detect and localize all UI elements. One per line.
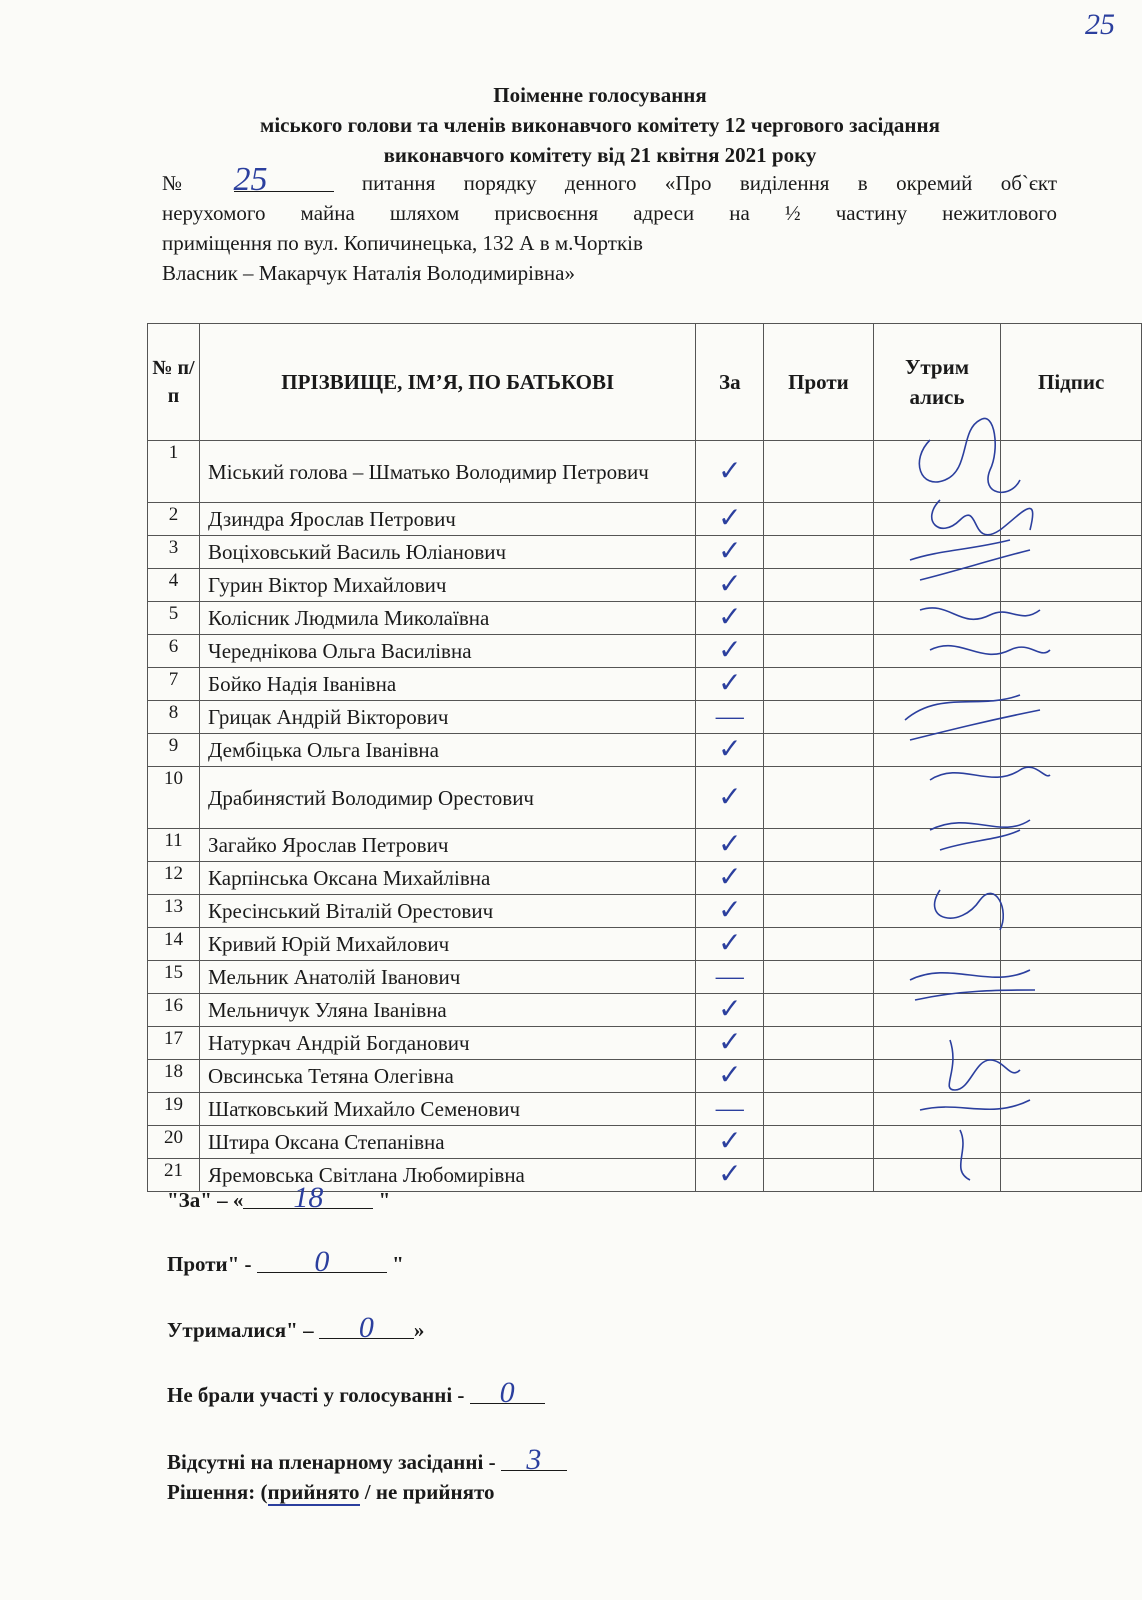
vote-for-mark: — — [696, 701, 764, 734]
row-number: 21 — [148, 1159, 200, 1192]
signature-mark — [930, 646, 1050, 655]
row-number: 3 — [148, 536, 200, 569]
vote-against-cell — [764, 862, 874, 895]
signature-mark — [930, 820, 1030, 850]
member-name: Загайко Ярослав Петрович — [200, 829, 696, 862]
heading-line-3: виконавчого комітету від 21 квітня 2021 року — [383, 143, 817, 167]
vote-against-cell — [764, 441, 874, 503]
signatures-ink — [905, 418, 1050, 1180]
signatures-area — [900, 400, 1060, 1190]
signature-mark — [920, 1100, 1030, 1180]
vote-against-cell — [764, 734, 874, 767]
summary-for-close: " — [378, 1188, 391, 1212]
summary-abstained — [167, 1311, 425, 1344]
vote-for-mark: ✓ — [696, 602, 764, 635]
vote-for-mark: ✓ — [696, 441, 764, 503]
vote-for-mark: ✓ — [696, 1159, 764, 1192]
vote-against-cell — [764, 895, 874, 928]
signature-mark — [932, 500, 1033, 535]
decision-separator: / — [359, 1480, 376, 1504]
row-number: 1 — [148, 441, 200, 503]
member-name: Кривий Юрій Михайлович — [200, 928, 696, 961]
vote-for-mark: ✓ — [696, 767, 764, 829]
question-line-1 — [162, 161, 1058, 198]
vote-for-mark: ✓ — [696, 1027, 764, 1060]
summary-absent — [167, 1443, 567, 1476]
row-number: 15 — [148, 961, 200, 994]
member-name: Чередніковa Ольга Василівна — [200, 635, 696, 668]
row-number: 13 — [148, 895, 200, 928]
row-number: 14 — [148, 928, 200, 961]
row-number: 12 — [148, 862, 200, 895]
decision — [167, 1480, 495, 1505]
member-name: Міський голова – Шматько Володимир Петрович — [200, 441, 696, 503]
page-number: 25 — [1085, 8, 1115, 41]
member-name: Дзиндра Ярослав Петрович — [200, 503, 696, 536]
row-number: 6 — [148, 635, 200, 668]
row-number: 16 — [148, 994, 200, 1027]
signature-mark — [905, 695, 1040, 740]
member-name: Кресінський Віталій Орестович — [200, 895, 696, 928]
header-signature: Підпис — [1001, 324, 1142, 441]
question-text-line-1: питання порядку денного «Про виділення в окремий об`єкт — [361, 171, 1058, 195]
vote-against-cell — [764, 503, 874, 536]
member-name: Дембіцька Ольга Іванівна — [200, 734, 696, 767]
member-name: Штира Оксана Степанівна — [200, 1126, 696, 1159]
header-for: За — [696, 324, 764, 441]
vote-against-cell — [764, 635, 874, 668]
vote-for-mark: — — [696, 961, 764, 994]
row-number: 9 — [148, 734, 200, 767]
row-number: 20 — [148, 1126, 200, 1159]
vote-for-mark: ✓ — [696, 635, 764, 668]
signature-mark — [949, 1040, 1020, 1090]
vote-against-cell — [764, 829, 874, 862]
question-number: 25 — [234, 169, 334, 192]
heading-line-1: Поіменне голосування — [493, 83, 707, 107]
question-text-line-2: нерухомого майна шляхом присвоєння адреси на ½ частину нежитлового — [162, 201, 1057, 225]
row-number: 17 — [148, 1027, 200, 1060]
vote-against-cell — [764, 602, 874, 635]
vote-for-mark: ✓ — [696, 829, 764, 862]
summary-absent-value: 3 — [501, 1450, 567, 1471]
vote-against-cell — [764, 994, 874, 1027]
vote-against-cell — [764, 1060, 874, 1093]
vote-for-mark: — — [696, 1093, 764, 1126]
header-name: ПРІЗВИЩЕ, ІМ’Я, ПО БАТЬКОВІ — [200, 324, 696, 441]
member-name: Грицак Андрій Вікторович — [200, 701, 696, 734]
member-name: Воціховський Василь Юліанович — [200, 536, 696, 569]
question-text-line-4: Власник – Макарчук Наталія Володимирівна» — [162, 261, 575, 285]
summary-against — [167, 1245, 404, 1278]
vote-for-mark: ✓ — [696, 536, 764, 569]
vote-for-mark: ✓ — [696, 569, 764, 602]
summary-for — [167, 1181, 391, 1214]
vote-against-cell — [764, 1093, 874, 1126]
summary-against-value: 0 — [257, 1252, 387, 1273]
member-name: Натуркач Андрій Богданович — [200, 1027, 696, 1060]
vote-against-cell — [764, 928, 874, 961]
summary-against-close: " — [392, 1252, 404, 1276]
decision-not-adopted: не прийнято — [375, 1480, 495, 1504]
vote-for-mark: ✓ — [696, 734, 764, 767]
row-number: 19 — [148, 1093, 200, 1126]
header-abstained: Утрим ались — [873, 324, 1001, 441]
signature-mark — [935, 890, 1004, 930]
vote-against-cell — [764, 767, 874, 829]
question-text-line-3: приміщення по вул. Копичинецька, 132 А в м.Чортків — [162, 231, 643, 255]
header-num: № п/п — [148, 324, 200, 441]
vote-for-mark: ✓ — [696, 1126, 764, 1159]
heading-line-2: міського голови та членів виконавчого комітету 12 чергового засідання — [260, 113, 940, 137]
member-name: Мельник Анатолій Іванович — [200, 961, 696, 994]
question-prefix: № — [162, 171, 206, 195]
vote-for-mark: ✓ — [696, 503, 764, 536]
vote-against-cell — [764, 1159, 874, 1192]
signature-mark — [930, 767, 1050, 780]
summary-abstained-close: » — [413, 1318, 425, 1342]
signature-mark — [910, 970, 1035, 1000]
row-number: 8 — [148, 701, 200, 734]
member-name: Карпінська Оксана Михайлівна — [200, 862, 696, 895]
vote-against-cell — [764, 569, 874, 602]
vote-against-cell — [764, 1126, 874, 1159]
vote-against-cell — [764, 701, 874, 734]
row-number: 2 — [148, 503, 200, 536]
vote-for-mark: ✓ — [696, 994, 764, 1027]
member-name: Драбинястий Володимир Орестович — [200, 767, 696, 829]
vote-against-cell — [764, 668, 874, 701]
summary-for-label: "За" – « — [167, 1188, 244, 1212]
summary-not-voted — [167, 1376, 545, 1409]
member-name: Овсинська Тетяна Олегівна — [200, 1060, 696, 1093]
member-name: Шатковський Михайло Семенович — [200, 1093, 696, 1126]
header-against: Проти — [764, 324, 874, 441]
summary-absent-label: Відсутні на пленарному засіданні - — [167, 1450, 496, 1474]
decision-label: Рішення: ( — [167, 1480, 268, 1504]
signature-mark — [919, 418, 1020, 492]
vote-for-mark: ✓ — [696, 1060, 764, 1093]
row-number: 5 — [148, 602, 200, 635]
vote-for-mark: ✓ — [696, 928, 764, 961]
vote-against-cell — [764, 1027, 874, 1060]
vote-for-mark: ✓ — [696, 668, 764, 701]
signature-mark — [910, 540, 1030, 580]
summary-not-voted-label: Не брали участі у голосуванні - — [167, 1383, 465, 1407]
row-number: 7 — [148, 668, 200, 701]
member-name: Гурин Віктор Михайлович — [200, 569, 696, 602]
signature-mark — [920, 608, 1040, 619]
row-number: 11 — [148, 829, 200, 862]
member-name: Яремовська Світлана Любомирівна — [200, 1159, 696, 1192]
vote-for-mark: ✓ — [696, 862, 764, 895]
member-name: Колісник Людмила Миколаївна — [200, 602, 696, 635]
row-number: 10 — [148, 767, 200, 829]
decision-adopted: прийнято — [267, 1480, 360, 1504]
member-name: Мельничук Уляна Іванівна — [200, 994, 696, 1027]
vote-against-cell — [764, 961, 874, 994]
summary-for-value: 18 — [243, 1188, 373, 1209]
summary-abstained-label: Утрималися" – — [167, 1318, 314, 1342]
summary-not-voted-value: 0 — [470, 1383, 545, 1404]
row-number: 4 — [148, 569, 200, 602]
question-text — [162, 161, 1058, 288]
row-number: 18 — [148, 1060, 200, 1093]
member-name: Бойко Надія Іванівна — [200, 668, 696, 701]
summary-abstained-value: 0 — [319, 1318, 414, 1339]
vote-for-mark: ✓ — [696, 895, 764, 928]
summary-against-label: Проти" - — [167, 1252, 252, 1276]
vote-against-cell — [764, 536, 874, 569]
